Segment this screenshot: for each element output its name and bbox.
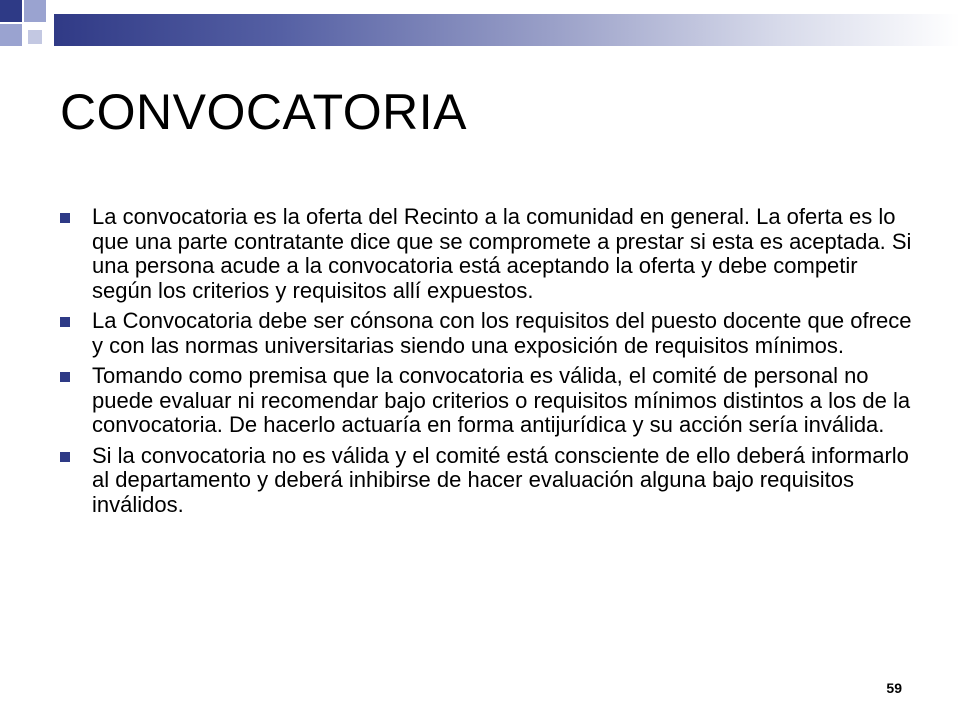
bullet-item xyxy=(60,364,920,438)
bullet-item xyxy=(60,205,920,303)
bullet-text: La Convocatoria debe ser cónsona con los requisitos del puesto docente que ofrece y con las normas universitarias siendo una exposición de requisitos mínimos. xyxy=(92,308,912,358)
page-number: 59 xyxy=(886,680,902,696)
header-gradient-bar xyxy=(54,14,960,46)
bullet-text: La convocatoria es la oferta del Recinto a la comunidad en general. La oferta es lo que una parte contratante dice que se compromete a prestar si esta es aceptada. Si una persona acude a la convocatoria está aceptando la oferta y debe competir según los criterios y requisitos allí expuestos. xyxy=(92,204,912,303)
bullet-item xyxy=(60,309,920,358)
square-bullet-icon xyxy=(60,372,70,382)
bullet-list xyxy=(60,205,920,523)
square-bullet-icon xyxy=(60,452,70,462)
square-bullet-icon xyxy=(60,317,70,327)
bullet-text: Si la convocatoria no es válida y el comité está consciente de ello deberá informarlo al departamento y deberá inhibirse de hacer evaluación alguna bajo requisitos inválidos. xyxy=(92,442,909,517)
decor-square-light xyxy=(0,24,22,46)
decor-square-small xyxy=(28,30,42,44)
square-bullet-icon xyxy=(60,213,70,223)
bullet-item xyxy=(60,444,920,518)
decor-square-light xyxy=(24,0,46,22)
decor-square-dark xyxy=(0,0,22,22)
slide-title: CONVOCATORIA xyxy=(60,84,467,140)
bullet-text: Tomando como premisa que la convocatoria es válida, el comité de personal no puede evaluar ni recomendar bajo criterios o requisitos mínimos distintos a los de la convocatoria. De hacerlo actuaría en forma antijurídica y su acción sería inválida. xyxy=(92,363,911,437)
